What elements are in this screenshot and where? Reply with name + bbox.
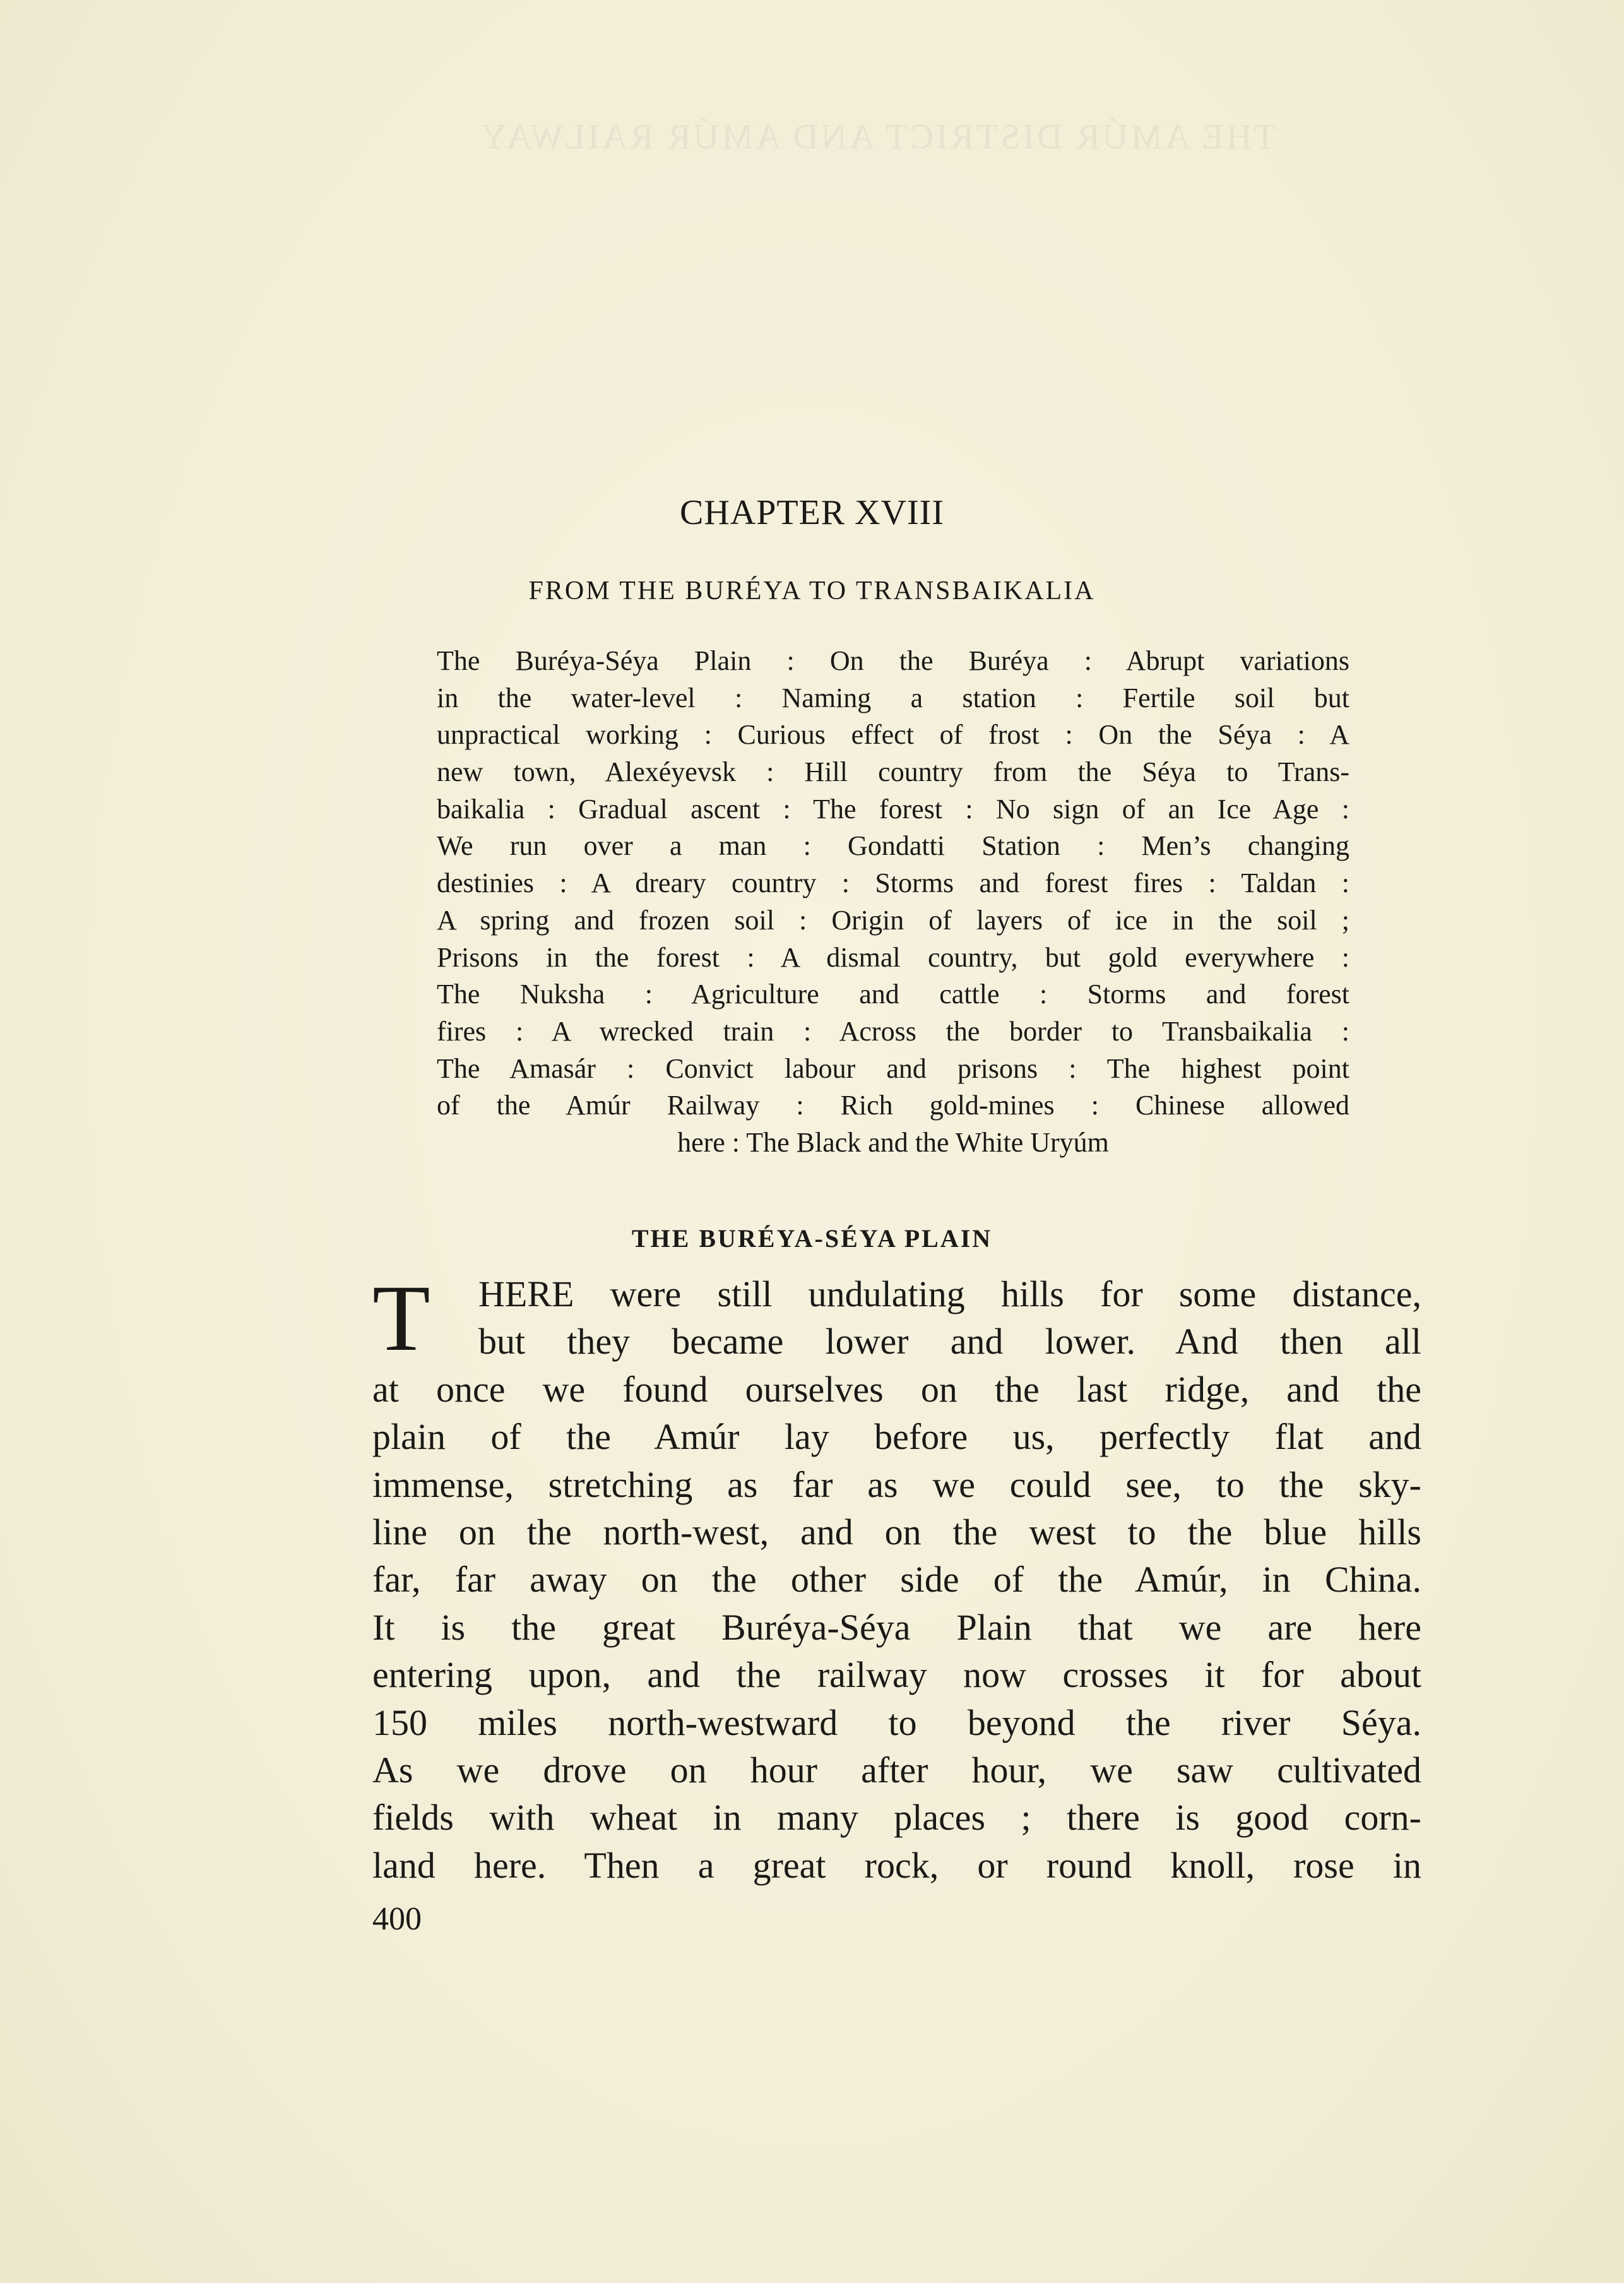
body-line: far, far away on the other side of the Amúr, in China. xyxy=(372,1559,1421,1600)
synopsis-line: of the Amúr Railway : Rich gold-mines : Chinese allowed xyxy=(437,1090,1349,1121)
section-heading: THE BURÉYA-SÉYA PLAIN xyxy=(631,1224,993,1253)
synopsis-line: The Nuksha : Agriculture and cattle : Storms and forest xyxy=(437,979,1349,1010)
body-line: HERE were still undulating hills for some distance, xyxy=(478,1273,1421,1314)
body-line: As we drove on hour after hour, we saw cultivated xyxy=(372,1749,1421,1791)
page-number: 400 xyxy=(372,1901,422,1937)
body-paragraph xyxy=(372,1266,1421,1889)
chapter-synopsis xyxy=(437,643,1349,1162)
synopsis-line: We run over a man : Gondatti Station : Men’s changing xyxy=(437,830,1349,862)
chapter-title: CHAPTER XVIII xyxy=(680,493,944,532)
body-line: fields with wheat in many places ; there is good corn- xyxy=(372,1797,1421,1839)
synopsis-line: The Amasár : Convict labour and prisons : The highest point xyxy=(437,1052,1349,1084)
body-line: 150 miles north-westward to beyond the river Séya. xyxy=(372,1702,1421,1743)
body-line: but they became lower and lower. And then all xyxy=(478,1321,1421,1362)
synopsis-line: Prisons in the forest : A dismal country, but gold everywhere : xyxy=(437,941,1349,973)
synopsis-line: baikalia : Gradual ascent : The forest : No sign of an Ice Age : xyxy=(437,793,1349,825)
chapter-subtitle: FROM THE BURÉYA TO TRANSBAIKALIA xyxy=(528,576,1096,605)
synopsis-line: destinies : A dreary country : Storms and forest fires : Taldan : xyxy=(437,867,1349,899)
synopsis-line: fires : A wrecked train : Across the border to Transbaikalia : xyxy=(437,1015,1349,1047)
body-line: entering upon, and the railway now crosses it for about xyxy=(372,1654,1421,1696)
body-line: at once we found ourselves on the last ridge, and the xyxy=(372,1368,1421,1410)
synopsis-line: new town, Alexéyevsk : Hill country from the Séya to Trans- xyxy=(437,756,1349,788)
synopsis-line: in the water-level : Naming a station : Fertile soil but xyxy=(437,682,1349,713)
body-line: plain of the Amúr lay before us, perfectly flat and xyxy=(372,1416,1421,1458)
drop-cap: T xyxy=(372,1266,430,1371)
synopsis-line: The Buréya-Séya Plain : On the Buréya : Abrupt variations xyxy=(437,645,1349,676)
synopsis-line: A spring and frozen soil : Origin of layers of ice in the soil ; xyxy=(437,904,1349,936)
body-line: It is the great Buréya-Séya Plain that we are here xyxy=(372,1606,1421,1648)
synopsis-line: unpractical working : Curious effect of frost : On the Séya : A xyxy=(437,719,1349,751)
show-through-text: THE AMÚR DISTRICT AND AMÚR RAILWAY xyxy=(478,117,1276,157)
body-line: immense, stretching as far as we could see, to the sky- xyxy=(372,1463,1421,1505)
synopsis-line: here : The Black and the White Uryúm xyxy=(677,1126,1109,1158)
body-line: land here. Then a great rock, or round knoll, rose in xyxy=(372,1844,1421,1886)
body-line: line on the north-west, and on the west to the blue hills xyxy=(372,1511,1421,1553)
